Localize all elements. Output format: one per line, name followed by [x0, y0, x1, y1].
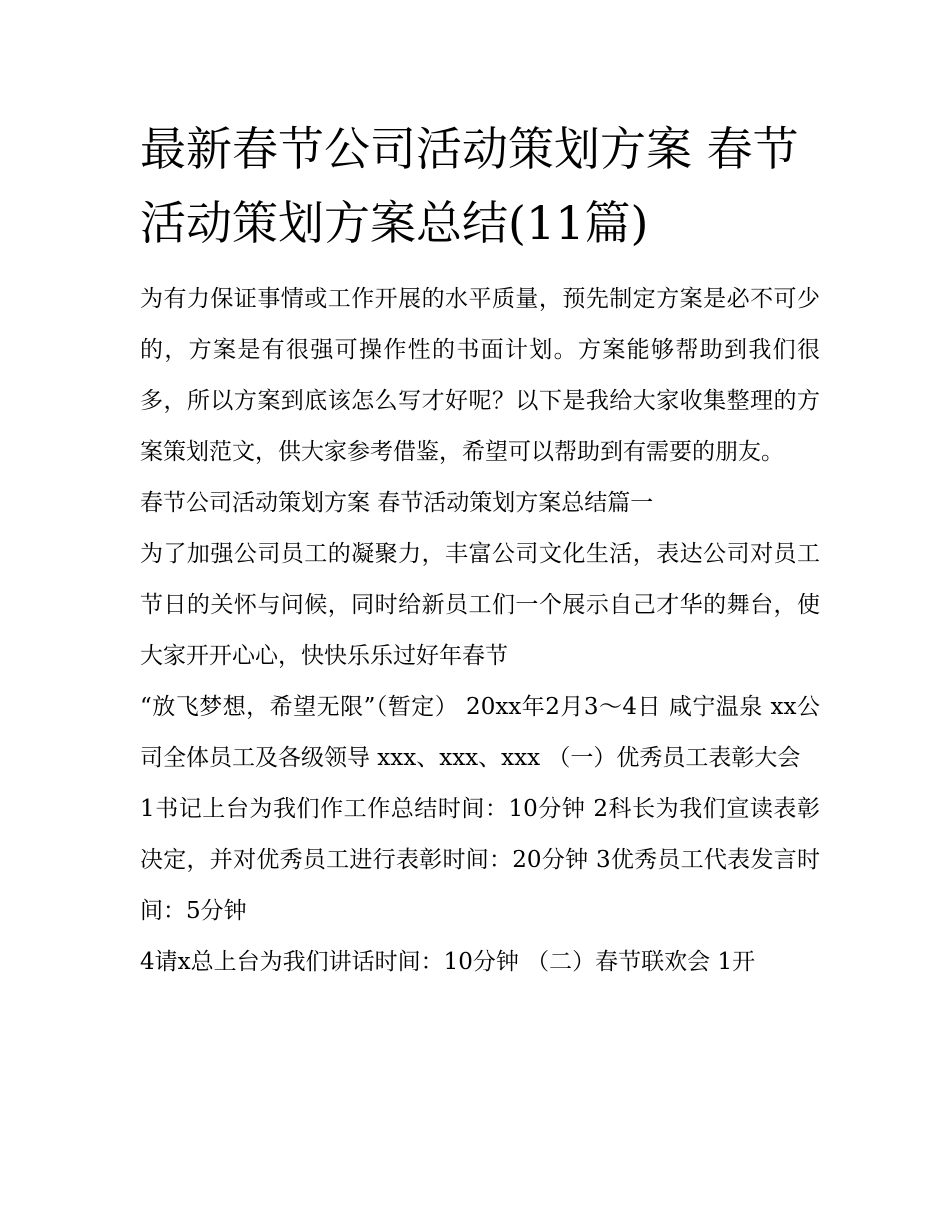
body-paragraph: 1书记上台为我们作工作总结时间：10分钟 2科长为我们宣读表彰决定，并对优秀员工进行表彰时间：20分钟 3优秀员工代表发言时间：5分钟 [140, 796, 820, 924]
body-paragraph: “放飞梦想，希望无限”（暂定） 20xx年2月3～4日 咸宁温泉 xx公司全体员工及各级领导 xxx、xxx、xxx （一）优秀员工表彰大会 [140, 694, 820, 771]
document-page [140, 112, 820, 988]
body-paragraph: 为了加强公司员工的凝聚力，丰富公司文化生活，表达公司对员工节日的关怀与问候，同时给新员工们一个展示自己才华的舞台，使大家开开心心，快快乐乐过好年春节 [140, 541, 820, 669]
document-title: 最新春节公司活动策划方案 春节活动策划方案总结(11篇) [140, 122, 799, 250]
body-paragraph: 4请x总上台为我们讲话时间：10分钟 （二）春节联欢会 1开 [140, 949, 756, 975]
section-heading: 春节公司活动策划方案 春节活动策划方案总结篇一 [140, 490, 654, 516]
intro-paragraph: 为有力保证事情或工作开展的水平质量，预先制定方案是必不可少的，方案是有很强可操作性的书面计划。方案能够帮助到我们很多，所以方案到底该怎么写才好呢？以下是我给大家收集整理的方案策划范文，供大家参考借鉴，希望可以帮助到有需要的朋友。 [140, 286, 820, 465]
